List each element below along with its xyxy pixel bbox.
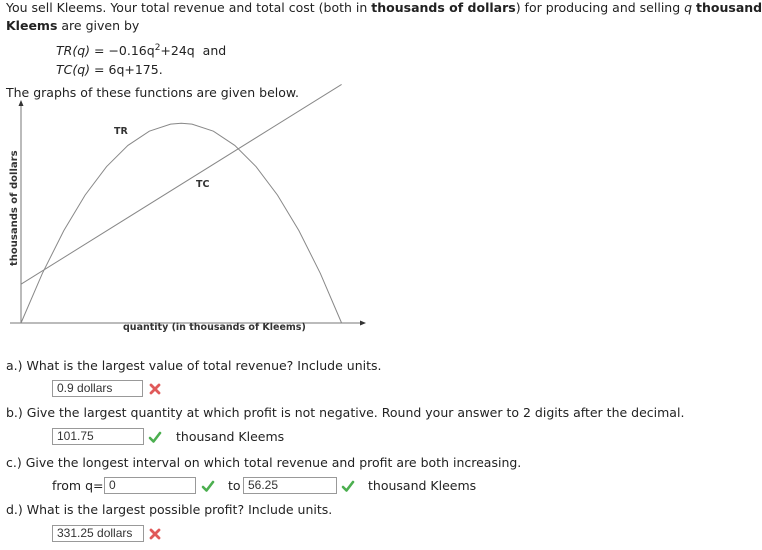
x-axis-label: quantity (in thousands of Kleems) <box>123 322 306 333</box>
x-axis-arrow <box>360 321 366 326</box>
correct-check-icon <box>341 479 355 493</box>
formula-tc <box>56 62 163 77</box>
graph-intro: The graphs of these functions are given below. <box>6 85 299 100</box>
formula-tr <box>56 43 226 58</box>
intro-bold-kleems: Kleems <box>6 18 58 33</box>
answer-c-from-label: from q= <box>52 478 104 493</box>
tr-curve <box>21 123 342 323</box>
answer-c-unit: thousand Kleems <box>368 478 477 493</box>
answer-b-unit: thousand Kleems <box>176 429 285 444</box>
question-d-text: d.) What is the largest possible profit? Include units. <box>6 502 333 517</box>
y-axis-label: thousands of dollars <box>9 150 20 266</box>
intro-bold-thousand: thousand <box>696 0 762 15</box>
incorrect-x-icon <box>148 382 162 396</box>
intro-bold-units: thousands of dollars <box>371 0 516 15</box>
correct-check-icon <box>148 430 162 444</box>
answer-b-input[interactable]: 101.75 <box>52 428 144 445</box>
answer-c-to-label: to <box>228 478 241 493</box>
formula-tr-rhs: = −0.16q <box>94 43 155 59</box>
tc-series-label: TC <box>196 179 210 190</box>
y-axis-arrow <box>19 100 24 106</box>
intro-line-1 <box>6 0 762 15</box>
question-a-text: a.) What is the largest value of total revenue? Include units. <box>6 358 382 373</box>
formula-tc-lhs: TC(q) <box>56 62 91 77</box>
answer-a-input[interactable]: 0.9 dollars <box>52 380 143 397</box>
question-c-text: c.) Give the longest interval on which total revenue and profit are both increasing. <box>6 455 522 470</box>
formula-tr-tail: +24q and <box>160 43 227 59</box>
tc-line <box>21 84 342 284</box>
answer-c-from-input[interactable]: 0 <box>104 477 196 494</box>
tr-series-label: TR <box>114 126 128 137</box>
answer-d-input[interactable]: 331.25 dollars <box>52 525 144 542</box>
formula-tr-sup: 2 <box>154 43 161 53</box>
incorrect-x-icon <box>148 527 162 541</box>
intro-text-rest: are given by <box>57 18 140 33</box>
formula-tc-rhs: = 6q+175. <box>94 62 163 77</box>
formula-tr-lhs: TR(q) <box>56 43 91 59</box>
revenue-cost-chart <box>0 98 372 333</box>
intro-var-q: q <box>684 0 693 15</box>
intro-text: You sell Kleems. Your total revenue and total cost (both in <box>6 0 372 15</box>
correct-check-icon <box>201 479 215 493</box>
answer-c-to-input[interactable]: 56.25 <box>243 477 337 494</box>
intro-text-mid: ) for producing and selling <box>515 0 685 15</box>
question-b-text: b.) Give the largest quantity at which profit is not negative. Round your answer to 2 digits after the decimal. <box>6 405 685 420</box>
intro-line-2 <box>6 18 139 33</box>
